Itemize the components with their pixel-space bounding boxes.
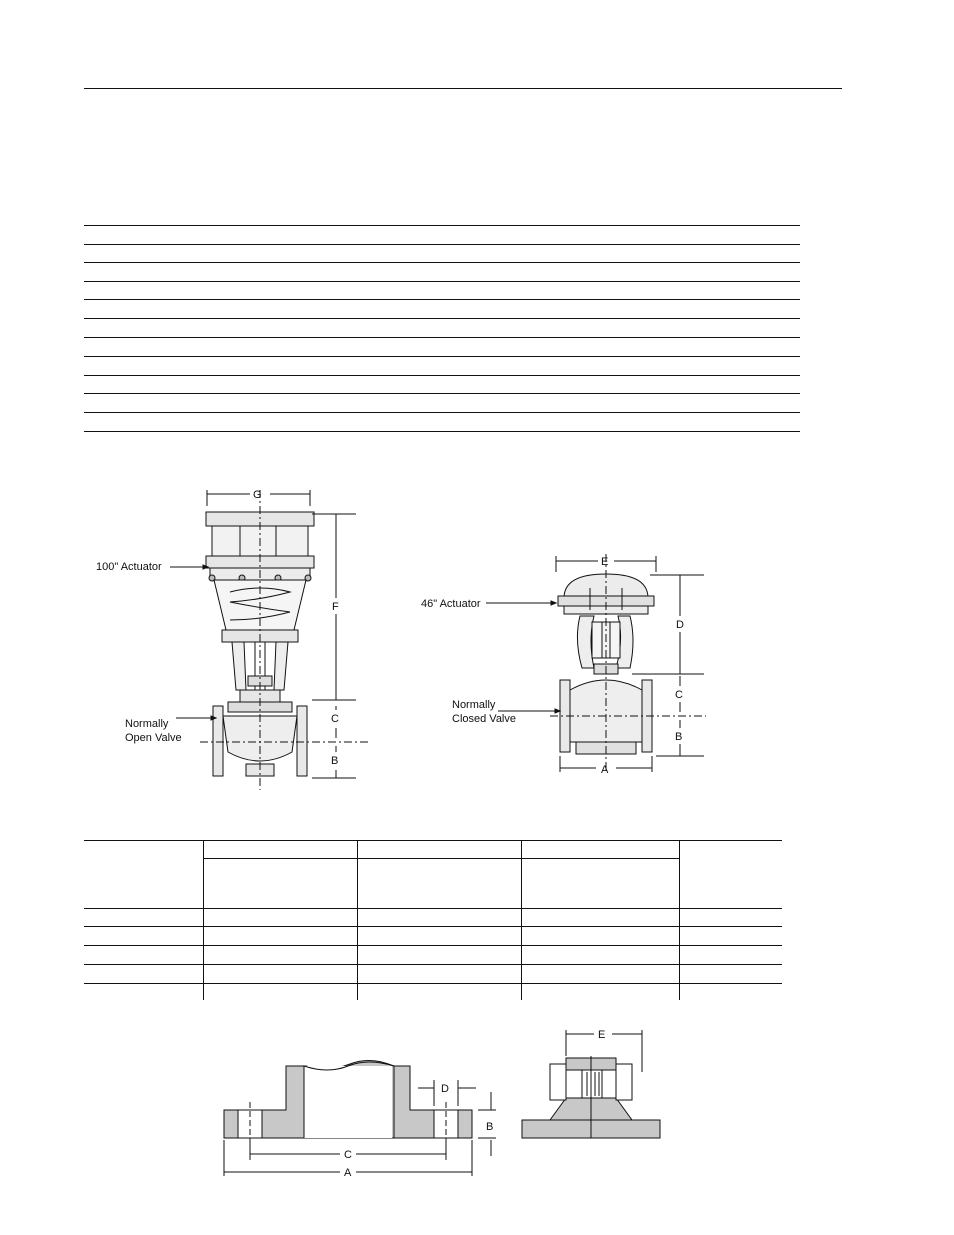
table-2-rule (84, 840, 782, 841)
dim-label: G (253, 489, 262, 501)
table-2-rule (84, 964, 782, 965)
table-2-rule (84, 945, 782, 946)
table-1-rule (84, 281, 800, 282)
table-1-rule (84, 244, 800, 245)
table-1-rule (84, 225, 800, 226)
table-1-rule (84, 356, 800, 357)
valve-actuator-figure (80, 480, 740, 800)
dim-label: C (344, 1149, 352, 1161)
table-1-rule (84, 318, 800, 319)
table-2-divider (203, 840, 204, 1000)
dim-label: C (675, 689, 683, 701)
table-1-rule (84, 262, 800, 263)
dim-label: E (598, 1029, 606, 1041)
table-2-divider (521, 840, 522, 1000)
table-1-rule (84, 393, 800, 394)
dim-label: B (486, 1121, 494, 1133)
table-2-divider (679, 840, 680, 1000)
dim-label: D (676, 619, 684, 631)
table-2-divider (357, 840, 358, 1000)
dim-label: C (331, 713, 339, 725)
callout-normally-open-2: Open Valve (125, 732, 182, 744)
header-rule (84, 88, 842, 89)
callout-100-actuator: 100" Actuator (96, 561, 162, 573)
table-2-rule (84, 926, 782, 927)
flange-figure (210, 1020, 680, 1190)
table-2-rule (84, 983, 782, 984)
callout-46-actuator: 46" Actuator (421, 598, 481, 610)
callout-normally-closed-1: Normally (452, 699, 496, 711)
dim-label: B (675, 731, 683, 743)
table-2-rule (203, 858, 679, 859)
dim-label: E (601, 556, 609, 568)
dim-label: F (332, 601, 339, 613)
dim-label: A (601, 764, 609, 776)
callout-normally-closed-2: Closed Valve (452, 713, 516, 725)
dim-label: B (331, 755, 339, 767)
table-1-rule (84, 375, 800, 376)
table-1-rule (84, 412, 800, 413)
table-1-rule (84, 299, 800, 300)
table-1-rule (84, 337, 800, 338)
dim-label: A (344, 1167, 352, 1179)
table-1-rule (84, 431, 800, 432)
callout-normally-open-1: Normally (125, 718, 169, 730)
dim-label: D (441, 1083, 449, 1095)
table-2-rule (84, 908, 782, 909)
